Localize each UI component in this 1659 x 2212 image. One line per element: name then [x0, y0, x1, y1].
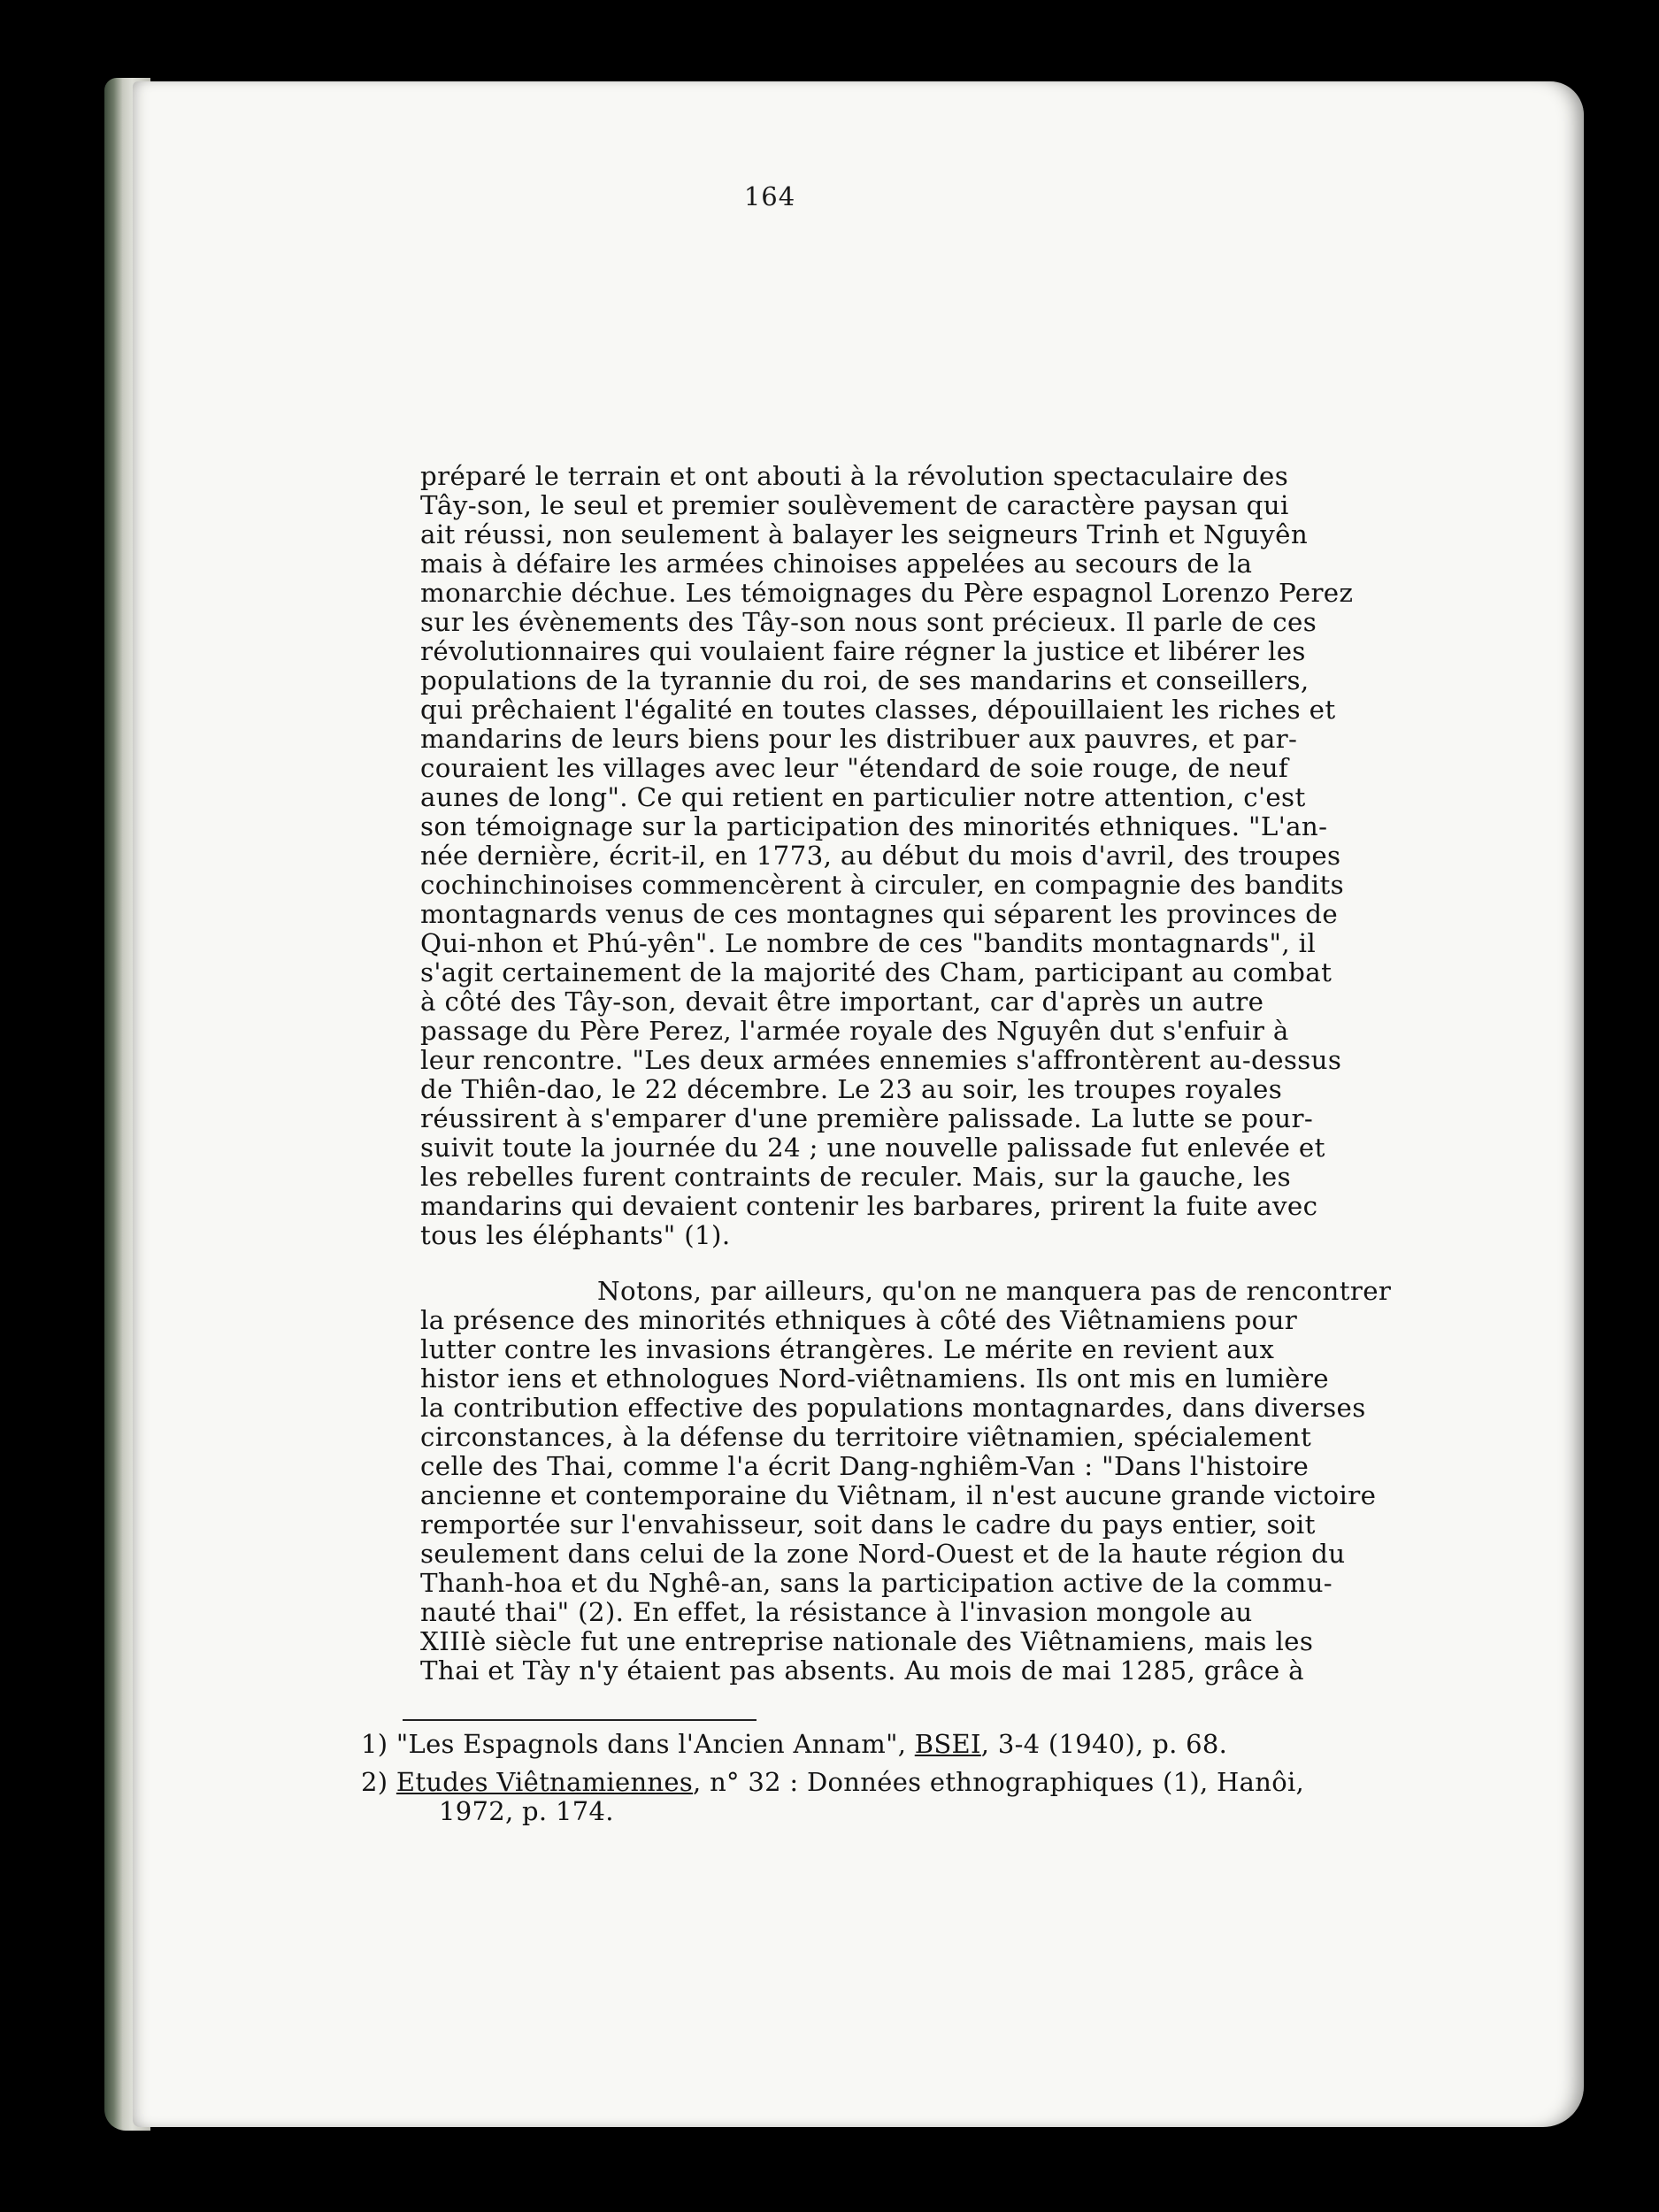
text-line: qui prêchaient l'égalité en toutes classes, dépouillaient les riches et	[420, 695, 1336, 725]
text-line: ancienne et contemporaine du Viêtnam, il n'est aucune grande victoire	[420, 1480, 1377, 1510]
text-line: mandarins qui devaient contenir les barbares, prirent la fuite avec	[420, 1191, 1318, 1221]
text-line: les rebelles furent contraints de reculer. Mais, sur la gauche, les	[420, 1162, 1291, 1192]
text-line: révolutionnaires qui voulaient faire régner la justice et libérer les	[420, 636, 1306, 666]
text-line: Notons, par ailleurs, qu'on ne manquera pas de rencontrer	[597, 1276, 1392, 1306]
footnotes	[361, 1730, 1467, 1826]
paragraph-gap	[420, 1250, 1469, 1277]
text-line: remportée sur l'envahisseur, soit dans le cadre du pays entier, soit	[420, 1509, 1316, 1540]
footnote-2-continuation: 1972, p. 174.	[439, 1796, 614, 1826]
text-line: de Thiên-dao, le 22 décembre. Le 23 au soir, les troupes royales	[420, 1074, 1283, 1104]
footnote-2-journal: Etudes Viêtnamiennes	[396, 1767, 694, 1797]
text-line: nauté thai" (2). En effet, la résistance à l'invasion mongole au	[420, 1597, 1253, 1627]
text-line: passage du Père Perez, l'armée royale des Nguyên dut s'enfuir à	[420, 1016, 1289, 1046]
text-line: seulement dans celui de la zone Nord-Ouest et de la haute région du	[420, 1539, 1346, 1569]
text-line: née dernière, écrit-il, en 1773, au début du mois d'avril, des troupes	[420, 841, 1341, 871]
text-line: suivit toute la journée du 24 ; une nouvelle palissade fut enlevée et	[420, 1133, 1325, 1163]
text-line: XIIIè siècle fut une entreprise nationale des Viêtnamiens, mais les	[420, 1626, 1314, 1656]
text-line: la présence des minorités ethniques à côté des Viêtnamiens pour	[420, 1305, 1298, 1335]
text-line: mais à défaire les armées chinoises appelées au secours de la	[420, 549, 1253, 579]
text-line: Thai et Tày n'y étaient pas absents. Au mois de mai 1285, grâce à	[420, 1655, 1304, 1686]
text-line: cochinchinoises commencèrent à circuler, en compagnie des bandits	[420, 870, 1345, 900]
paragraph-1	[420, 462, 1469, 1250]
text-line: lutter contre les invasions étrangères. Le mérite en revient aux	[420, 1334, 1275, 1364]
paragraph-2	[420, 1277, 1469, 1686]
body-text	[420, 462, 1469, 1686]
text-line: aunes de long". Ce qui retient en particulier notre attention, c'est	[420, 782, 1306, 812]
text-line: sur les évènements des Tây-son nous sont précieux. Il parle de ces	[420, 607, 1317, 637]
text-line: préparé le terrain et ont abouti à la révolution spectaculaire des	[420, 461, 1289, 491]
text-line: montagnards venus de ces montagnes qui séparent les provinces de	[420, 899, 1339, 929]
text-line: tous les éléphants" (1).	[420, 1220, 731, 1250]
text-line: monarchie déchue. Les témoignages du Père espagnol Lorenzo Perez	[420, 578, 1354, 608]
footnote-2-suffix: , n° 32 : Données ethnographiques (1), Hanôi,	[693, 1767, 1305, 1797]
text-line: histor iens et ethnologues Nord-viêtnamiens. Ils ont mis en lumière	[420, 1363, 1329, 1394]
footnote-1-journal: BSEI	[914, 1729, 981, 1759]
text-line: la contribution effective des populations montagnardes, dans diverses	[420, 1393, 1366, 1423]
text-line: leur rencontre. "Les deux armées ennemies s'affrontèrent au-dessus	[420, 1045, 1342, 1075]
text-line: couraient les villages avec leur "étendard de soie rouge, de neuf	[420, 753, 1289, 783]
text-line: son témoignage sur la participation des minorités ethniques. "L'an-	[420, 811, 1328, 841]
text-line: réussirent à s'emparer d'une première palissade. La lutte se pour-	[420, 1103, 1314, 1133]
footnote-1	[361, 1730, 1467, 1759]
footnote-2-prefix: 2)	[361, 1767, 396, 1797]
page-number: 164	[743, 181, 796, 211]
text-line: populations de la tyrannie du roi, de ses mandarins et conseillers,	[420, 665, 1310, 695]
text-line: à côté des Tây-son, devait être important, car d'après un autre	[420, 987, 1264, 1017]
text-line: Thanh-hoa et du Nghê-an, sans la participation active de la commu-	[420, 1568, 1333, 1598]
footnote-1-prefix: 1) "Les Espagnols dans l'Ancien Annam",	[361, 1729, 915, 1759]
footnote-1-suffix: , 3-4 (1940), p. 68.	[980, 1729, 1228, 1759]
text-line: mandarins de leurs biens pour les distribuer aux pauvres, et par-	[420, 724, 1298, 754]
text-line: circonstances, à la défense du territoire viêtnamien, spécialement	[420, 1422, 1312, 1452]
text-line: Qui-nhon et Phú-yên". Le nombre de ces "bandits montagnards", il	[420, 928, 1317, 958]
text-line: celle des Thai, comme l'a écrit Dang-nghiêm-Van : "Dans l'histoire	[420, 1451, 1310, 1481]
text-line: Tây-son, le seul et premier soulèvement de caractère paysan qui	[420, 490, 1289, 520]
text-line: ait réussi, non seulement à balayer les seigneurs Trinh et Nguyên	[420, 519, 1309, 549]
footnote-separator	[403, 1719, 757, 1721]
text-line: s'agit certainement de la majorité des Cham, participant au combat	[420, 957, 1333, 987]
footnote-2	[361, 1768, 1467, 1797]
